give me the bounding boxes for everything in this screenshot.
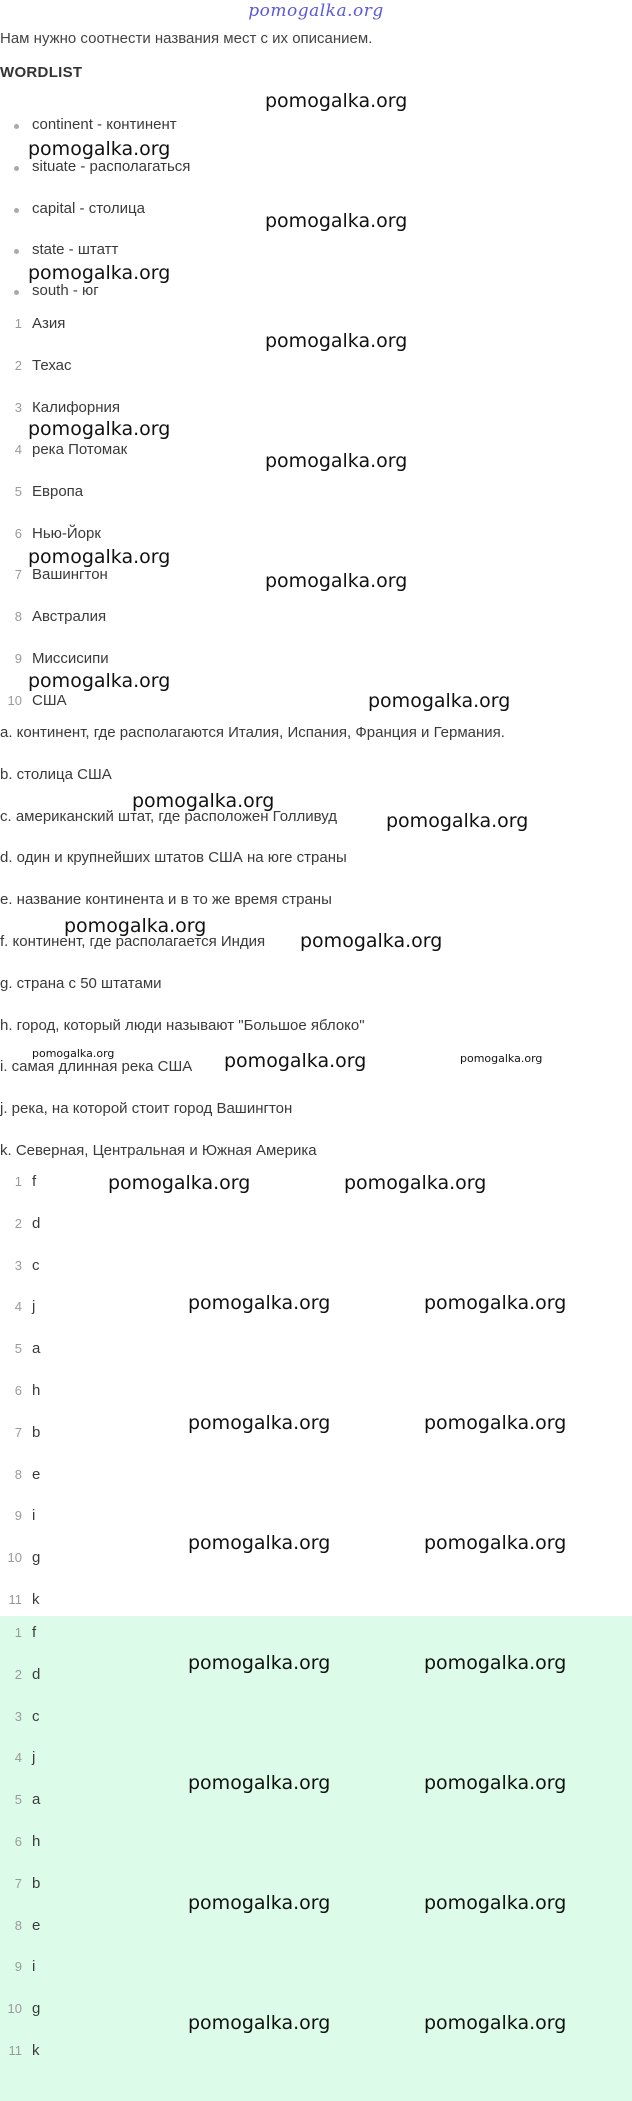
list-item-text: Вашингтон [32,566,108,584]
list-number: 2 [14,1215,22,1231]
list-item-text: g [32,1549,41,1567]
watermark: pomogalka.org [424,1532,567,1554]
list-item-text: b [32,1423,41,1441]
wordlist-item-text: situate - располагаться [32,158,191,175]
list-item-text: i [32,1958,36,1976]
list-number: 1 [14,1174,22,1189]
list-item-text: j [32,1298,36,1316]
list-number: 3 [14,399,22,415]
watermark: pomogalka.org [188,1292,331,1314]
list-item-text: i [32,1507,36,1525]
list-item-text: Калифорния [32,398,121,416]
watermark: pomogalka.org [28,262,171,284]
list-item-text: Нью-Йорк [32,524,101,542]
list-number: 5 [14,1792,22,1808]
watermark: pomogalka.org [424,1772,567,1794]
watermark-small: pomogalka.org [32,1047,115,1060]
watermark: pomogalka.org [424,1652,567,1674]
list-number: 6 [14,1834,22,1849]
definition-item: d. один и крупнейших штатов США на юге страны [0,849,347,867]
watermark: pomogalka.org [108,1172,251,1194]
watermark: pomogalka.org [300,930,443,952]
list-number: 11 [8,1592,22,1607]
list-item-text: h [32,1833,41,1850]
watermark: pomogalka.org [188,1532,331,1554]
watermark-small: pomogalka.org [460,1052,543,1065]
list-number: 6 [14,525,22,541]
list-number: 7 [14,1875,22,1891]
watermark: pomogalka.org [265,330,408,352]
definition-item: c. американский штат, где расположен Голливуд [0,807,338,825]
list-item-text: a [32,1791,41,1809]
list-number: 3 [14,1257,22,1273]
list-number: 8 [14,1466,22,1482]
watermark: pomogalka.org [265,570,408,592]
list-item-text: река Потомак [32,440,128,458]
watermark: pomogalka.org [188,2012,331,2034]
list-item-text: f [32,1624,37,1641]
watermark: pomogalka.org [424,1292,567,1314]
list-number: 8 [14,609,22,625]
list-item-text: k [32,1591,40,1608]
list-item-text: c [32,1707,40,1725]
bullet-icon [14,290,19,295]
intro-text: Нам нужно соотнести названия мест с их описанием. [0,30,373,47]
list-item-text: Миссисипи [32,650,109,668]
list-number: 2 [14,357,22,373]
watermark: pomogalka.org [28,546,171,568]
list-number: 9 [14,651,22,667]
watermark: pomogalka.org [28,138,171,160]
list-item-text: c [32,1256,40,1274]
list-number: 4 [14,1299,22,1315]
list-item-text: b [32,1874,41,1892]
wordlist-item-text: capital - столица [32,200,145,217]
watermark: pomogalka.org [64,915,207,937]
definition-item: e. название континента и в то же время страны [0,891,332,909]
list-number: 10 [7,2001,22,2017]
definition-item: a. континент, где располагаются Италия, Испания, Франция и Германия. [0,724,505,741]
watermark: pomogalka.org [188,1412,331,1434]
site-logo[interactable]: pomogalka.org [248,1,384,21]
list-number: 4 [14,441,22,457]
list-item-text: d [32,1214,41,1232]
list-number: 1 [14,316,22,331]
list-number: 10 [7,693,22,709]
list-number: 11 [8,2043,22,2058]
list-number: 8 [14,1917,22,1933]
list-item-text: e [32,1465,41,1483]
list-number: 9 [14,1959,22,1975]
watermark: pomogalka.org [265,210,408,232]
list-item-text: Австралия [32,608,107,626]
watermark: pomogalka.org [132,790,275,812]
wordlist-item-text: continent - континент [32,116,177,133]
list-item-text: f [32,1173,37,1190]
list-number: 3 [14,1708,22,1724]
list-number: 9 [14,1508,22,1524]
definition-item: f. континент, где располагается Индия [0,933,266,950]
watermark: pomogalka.org [386,810,529,832]
list-number: 1 [14,1625,22,1640]
watermark: pomogalka.org [265,450,408,472]
definition-item: i. самая длинная река США [0,1058,193,1076]
list-item-text: a [32,1340,41,1358]
list-number: 7 [14,567,22,583]
list-item-text: j [32,1749,36,1767]
watermark: pomogalka.org [224,1050,367,1072]
watermark: pomogalka.org [368,690,511,712]
bullet-icon [14,124,19,129]
list-item-text: США [32,692,67,710]
list-number: 4 [14,1750,22,1766]
watermark: pomogalka.org [28,418,171,440]
wordlist-item-text: state - штатт [32,241,119,258]
watermark: pomogalka.org [265,90,408,112]
definition-item: j. река, на которой стоит город Вашингтон [0,1100,293,1118]
list-item-text: k [32,2042,40,2059]
bullet-icon [14,166,19,171]
list-number: 2 [14,1666,22,1682]
watermark: pomogalka.org [188,1652,331,1674]
list-item-text: Техас [32,356,72,374]
bullet-icon [14,249,19,254]
list-number: 7 [14,1424,22,1440]
definition-item: g. страна с 50 штатами [0,974,162,992]
watermark: pomogalka.org [188,1772,331,1794]
list-item-text: Азия [32,315,66,332]
list-number: 5 [14,483,22,499]
list-item-text: g [32,2000,41,2018]
bullet-icon [14,208,19,213]
list-item-text: d [32,1665,41,1683]
definition-item: b. столица США [0,765,112,783]
list-item-text: e [32,1916,41,1934]
list-item-text: h [32,1382,41,1399]
watermark: pomogalka.org [28,670,171,692]
watermark: pomogalka.org [188,1892,331,1914]
list-item-text: Европа [32,482,84,500]
watermark: pomogalka.org [424,1412,567,1434]
wordlist-heading: WORDLIST [0,64,83,81]
definition-item: h. город, который люди называют "Большое яблоко" [0,1016,365,1034]
list-number: 5 [14,1341,22,1357]
watermark: pomogalka.org [424,1892,567,1914]
watermark: pomogalka.org [424,2012,567,2034]
wordlist-item-text: south - юг [32,282,99,299]
definition-item: k. Северная, Центральная и Южная Америка [0,1142,317,1159]
list-number: 10 [7,1550,22,1566]
list-number: 6 [14,1383,22,1398]
watermark: pomogalka.org [344,1172,487,1194]
